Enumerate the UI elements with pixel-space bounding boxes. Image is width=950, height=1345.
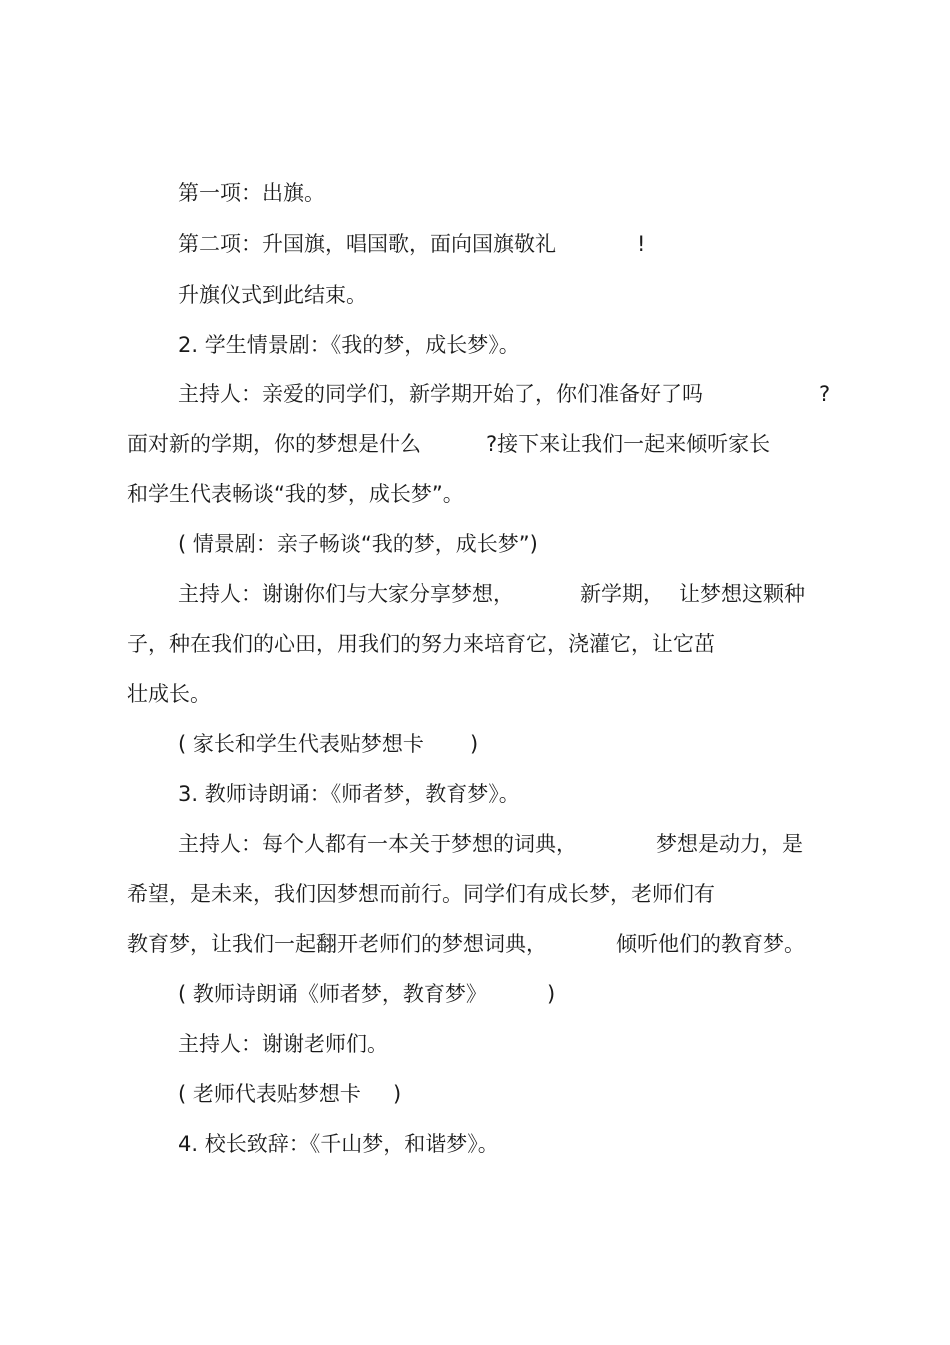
text-line: ) (547, 982, 556, 1006)
text-line: 面对新的学期，你的梦想是什么 (127, 432, 421, 456)
text-line: ( 情景剧：亲子畅谈“我的梦，成长梦”) (178, 532, 538, 556)
heading-line: 4. 校长致辞：《千山梦，和谐梦》。 (178, 1132, 499, 1156)
text-line: ( 老师代表贴梦想卡 (178, 1082, 361, 1106)
text-line: 主持人：每个人都有一本关于梦想的词典， (178, 832, 577, 856)
text-line: 梦想是动力，是 (656, 832, 803, 856)
text-line: 升旗仪式到此结束。 (178, 283, 367, 307)
text-line: ) (470, 732, 479, 756)
text-line: 教育梦，让我们一起翻开老师们的梦想词典， (127, 932, 547, 956)
text-line: 子，种在我们的心田，用我们的努力来培育它，浇灌它，让它茁 (127, 632, 715, 656)
text-line: 希望，是未来，我们因梦想而前行。同学们有成长梦，老师们有 (127, 882, 715, 906)
text-line: 让梦想这颗种 (679, 582, 805, 606)
text-line: 主持人：谢谢老师们。 (178, 1032, 388, 1056)
text-line: ! (637, 232, 646, 256)
text-line: ? (819, 382, 831, 406)
text-line: 和学生代表畅谈“我的梦，成长梦”。 (127, 482, 464, 506)
text-line: 第一项：出旗。 (178, 181, 325, 205)
text-line: 主持人：亲爱的同学们，新学期开始了，你们准备好了吗 (178, 382, 703, 406)
text-line: ( 教师诗朗诵《师者梦，教育梦》 (178, 982, 487, 1006)
heading-line: 2. 学生情景剧：《我的梦，成长梦》。 (178, 333, 520, 357)
text-line: ) (393, 1082, 402, 1106)
text-line: ?接下来让我们一起来倾听家长 (486, 432, 771, 456)
text-line: 主持人：谢谢你们与大家分享梦想， (178, 582, 514, 606)
text-line: ( 家长和学生代表贴梦想卡 (178, 732, 424, 756)
heading-line: 3. 教师诗朗诵：《师者梦，教育梦》。 (178, 782, 520, 806)
text-line: 壮成长。 (127, 682, 211, 706)
text-line: 倾听他们的教育梦。 (616, 932, 805, 956)
text-line: 第二项：升国旗，唱国歌，面向国旗敬礼 (178, 232, 556, 256)
text-line: 新学期， (580, 582, 664, 606)
